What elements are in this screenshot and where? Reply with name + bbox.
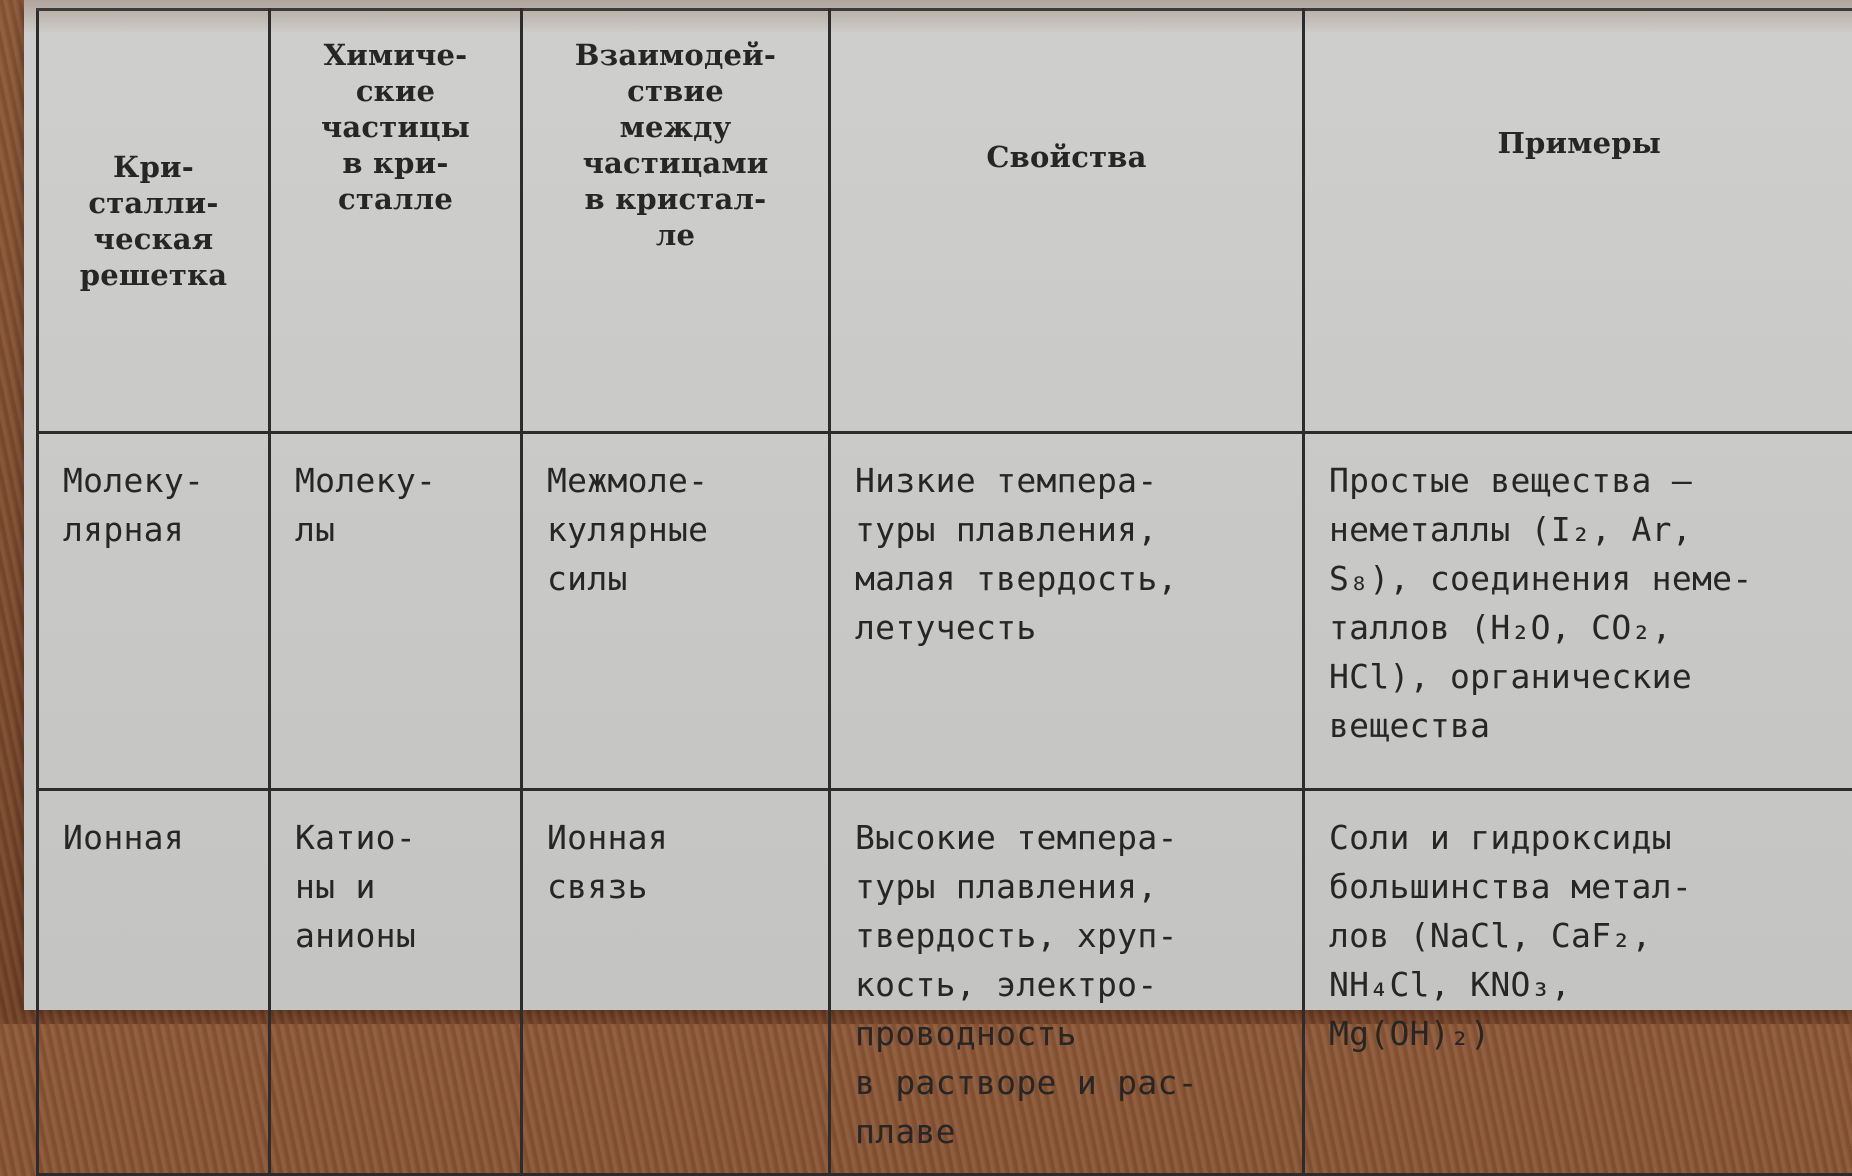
cell-interaction: Межмоле- кулярные силы [522, 433, 830, 790]
header-particle-interaction: Взаимодей- ствие между частицами в кристал- ле [522, 10, 830, 433]
cell-particles: Катио- ны и анионы [270, 790, 522, 1175]
cell-properties: Высокие темпера- туры плавления, твердость, хруп- кость, электро- проводность в растворе и рас- плаве [830, 790, 1304, 1175]
cell-interaction: Ионная связь [522, 790, 830, 1175]
cell-lattice-type: Молеку- лярная [38, 433, 270, 790]
table-header-row [38, 10, 1852, 433]
textbook-page [24, 0, 1852, 1010]
header-chemical-particles: Химиче- ские частицы в кри- сталле [270, 10, 522, 433]
cell-properties: Низкие темпера- туры плавления, малая твердость, летучесть [830, 433, 1304, 790]
cell-lattice-type: Ионная [38, 790, 270, 1175]
cell-examples: Простые вещества — неметаллы (I₂, Ar, S₈), соединения неме- таллов (H₂O, CO₂, HCl), органические вещества [1304, 433, 1852, 790]
cell-examples: Соли и гидроксиды большинства метал- лов (NaCl, CaF₂, NH₄Cl, KNO₃, Mg(OH)₂) [1304, 790, 1852, 1175]
header-examples: Примеры [1304, 10, 1852, 433]
header-properties: Свойства [830, 10, 1304, 433]
table-row [38, 433, 1852, 790]
cell-particles: Молеку- лы [270, 433, 522, 790]
crystal-lattice-table [36, 8, 1852, 1176]
table-row [38, 790, 1852, 1175]
header-crystal-lattice: Кри- сталли- ческая решетка [38, 10, 270, 433]
